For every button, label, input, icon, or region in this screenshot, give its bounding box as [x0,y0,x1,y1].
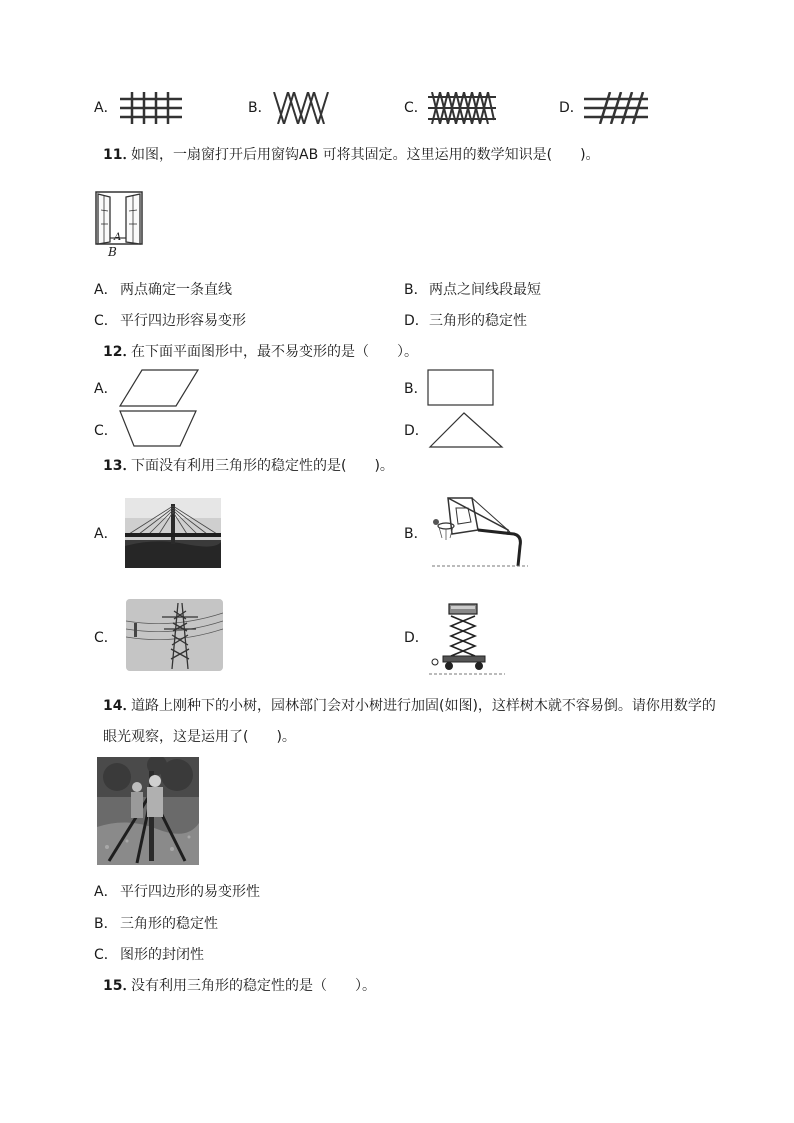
q11-option-c-letter: C． [94,313,118,329]
q11-stem: 如图，一扇窗打开后用窗钩AB 可将其固定。这里运用的数学知识是( )。 [131,147,600,163]
q11-option-a-letter: A． [94,282,118,298]
q11-option-d-text[interactable]: 三角形的稳定性 [429,313,527,329]
q14-tree-support-photo [97,757,199,865]
q14-option-c-text[interactable]: 图形的封闭性 [120,947,204,963]
q14-option-b-letter: B． [94,916,118,932]
q13-option-d-letter: D． [404,630,429,646]
q11-option-b-letter: B． [404,282,428,298]
q11-label-a: A [114,232,122,243]
q11-option-b-text[interactable]: 两点之间线段最短 [429,282,541,298]
q12-number: 12． [103,344,137,360]
q14-number: 14． [103,698,137,714]
q11-window-figure [94,190,146,260]
q10-option-d-figure[interactable] [584,92,648,124]
q13-option-c-letter: C． [94,630,118,646]
q14-option-a-text[interactable]: 平行四边形的易变形性 [120,884,260,900]
q12-option-c-letter: C． [94,423,118,439]
q12-option-b-letter: B． [404,381,428,397]
q13-option-b-letter: B． [404,526,428,542]
q12-parallelogram-figure[interactable] [118,368,200,408]
q14-option-b-text[interactable]: 三角形的稳定性 [120,916,218,932]
q11-label-b: B [108,245,117,259]
q15-stem: 没有利用三角形的稳定性的是（ ）。 [131,978,376,994]
q13-bridge-photo[interactable] [125,498,221,568]
q10-option-a-figure[interactable] [120,92,182,124]
q12-triangle-figure[interactable] [428,411,504,449]
q10-option-b-figure[interactable] [272,92,330,124]
q12-stem: 在下面平面图形中，最不易变形的是（ ）。 [131,344,418,360]
q10-option-d-letter: D． [559,100,584,116]
q10-option-c-letter: C． [404,100,428,116]
q14-option-c-letter: C． [94,947,118,963]
q13-number: 13． [103,458,137,474]
q14-stem-line1: 道路上刚种下的小树，园林部门会对小树进行加固(如图)，这样树木就不容易倒。请你用数学的 [131,698,716,714]
q14-option-a-letter: A． [94,884,118,900]
q13-pylon-photo[interactable] [126,599,223,671]
q13-basketball-hoop-figure[interactable] [432,494,528,568]
q15-number: 15． [103,978,137,994]
q10-option-a-letter: A． [94,100,118,116]
q14-stem-line2: 眼光观察，这是运用了( )。 [103,729,296,745]
q13-scissor-lift-figure[interactable] [429,600,505,676]
q10-option-c-figure[interactable] [428,92,496,124]
q12-option-d-letter: D． [404,423,429,439]
q13-option-a-letter: A． [94,526,118,542]
q13-stem: 下面没有利用三角形的稳定性的是( )。 [131,458,394,474]
q10-option-b-letter: B． [248,100,272,116]
q12-trapezoid-figure[interactable] [118,409,198,449]
q12-option-a-letter: A． [94,381,118,397]
q11-number: 11． [103,147,137,163]
q11-option-d-letter: D． [404,313,429,329]
q11-option-c-text[interactable]: 平行四边形容易变形 [120,313,246,329]
q12-rectangle-figure[interactable] [427,368,495,408]
q11-option-a-text[interactable]: 两点确定一条直线 [120,282,232,298]
